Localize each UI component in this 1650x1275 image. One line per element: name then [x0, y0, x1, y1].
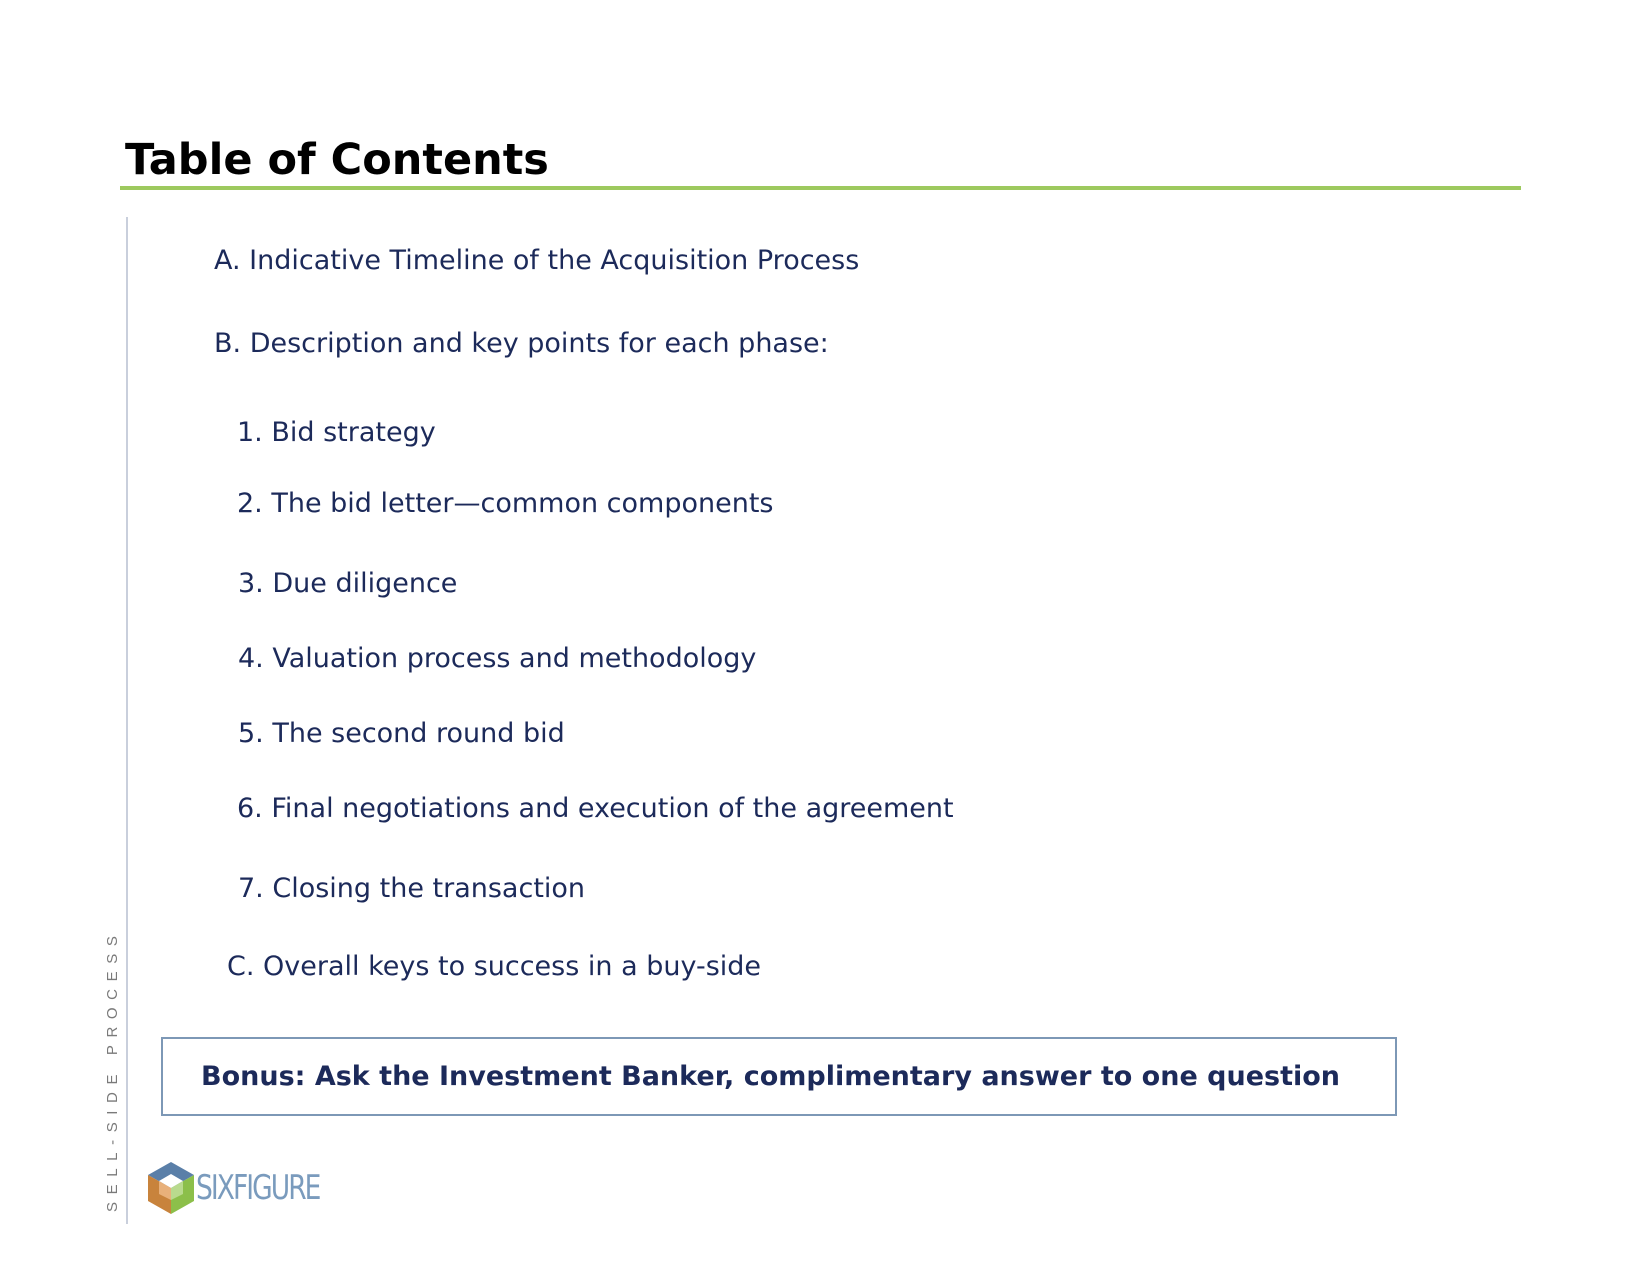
bonus-callout	[161, 1037, 1397, 1116]
toc-phase-5: 5. The second round bid	[238, 718, 565, 749]
toc-section-a: A. Indicative Timeline of the Acquisition Process	[214, 245, 860, 276]
toc-phase-3: 3. Due diligence	[238, 568, 458, 599]
side-divider	[126, 217, 128, 1224]
toc-section-b: B. Description and key points for each phase:	[214, 328, 829, 359]
company-logo	[144, 1160, 354, 1216]
toc-phase-6: 6. Final negotiations and execution of the agreement	[237, 793, 954, 824]
page-title: Table of Contents	[125, 135, 549, 185]
logo-wordmark: SIXFIGURE	[196, 1168, 320, 1208]
toc-phase-1: 1. Bid strategy	[237, 417, 436, 448]
title-divider	[120, 186, 1521, 190]
toc-phase-7: 7. Closing the transaction	[238, 873, 586, 904]
sixfigure-logo-icon	[144, 1160, 198, 1216]
toc-section-c: C. Overall keys to success in a buy-side	[227, 951, 762, 982]
toc-phase-4: 4. Valuation process and methodology	[238, 643, 757, 674]
side-label: SELL-SIDE PROCESS	[104, 928, 121, 1212]
toc-phase-2: 2. The bid letter—common components	[237, 488, 774, 519]
bonus-text: Bonus: Ask the Investment Banker, complimentary answer to one question	[201, 1061, 1341, 1092]
